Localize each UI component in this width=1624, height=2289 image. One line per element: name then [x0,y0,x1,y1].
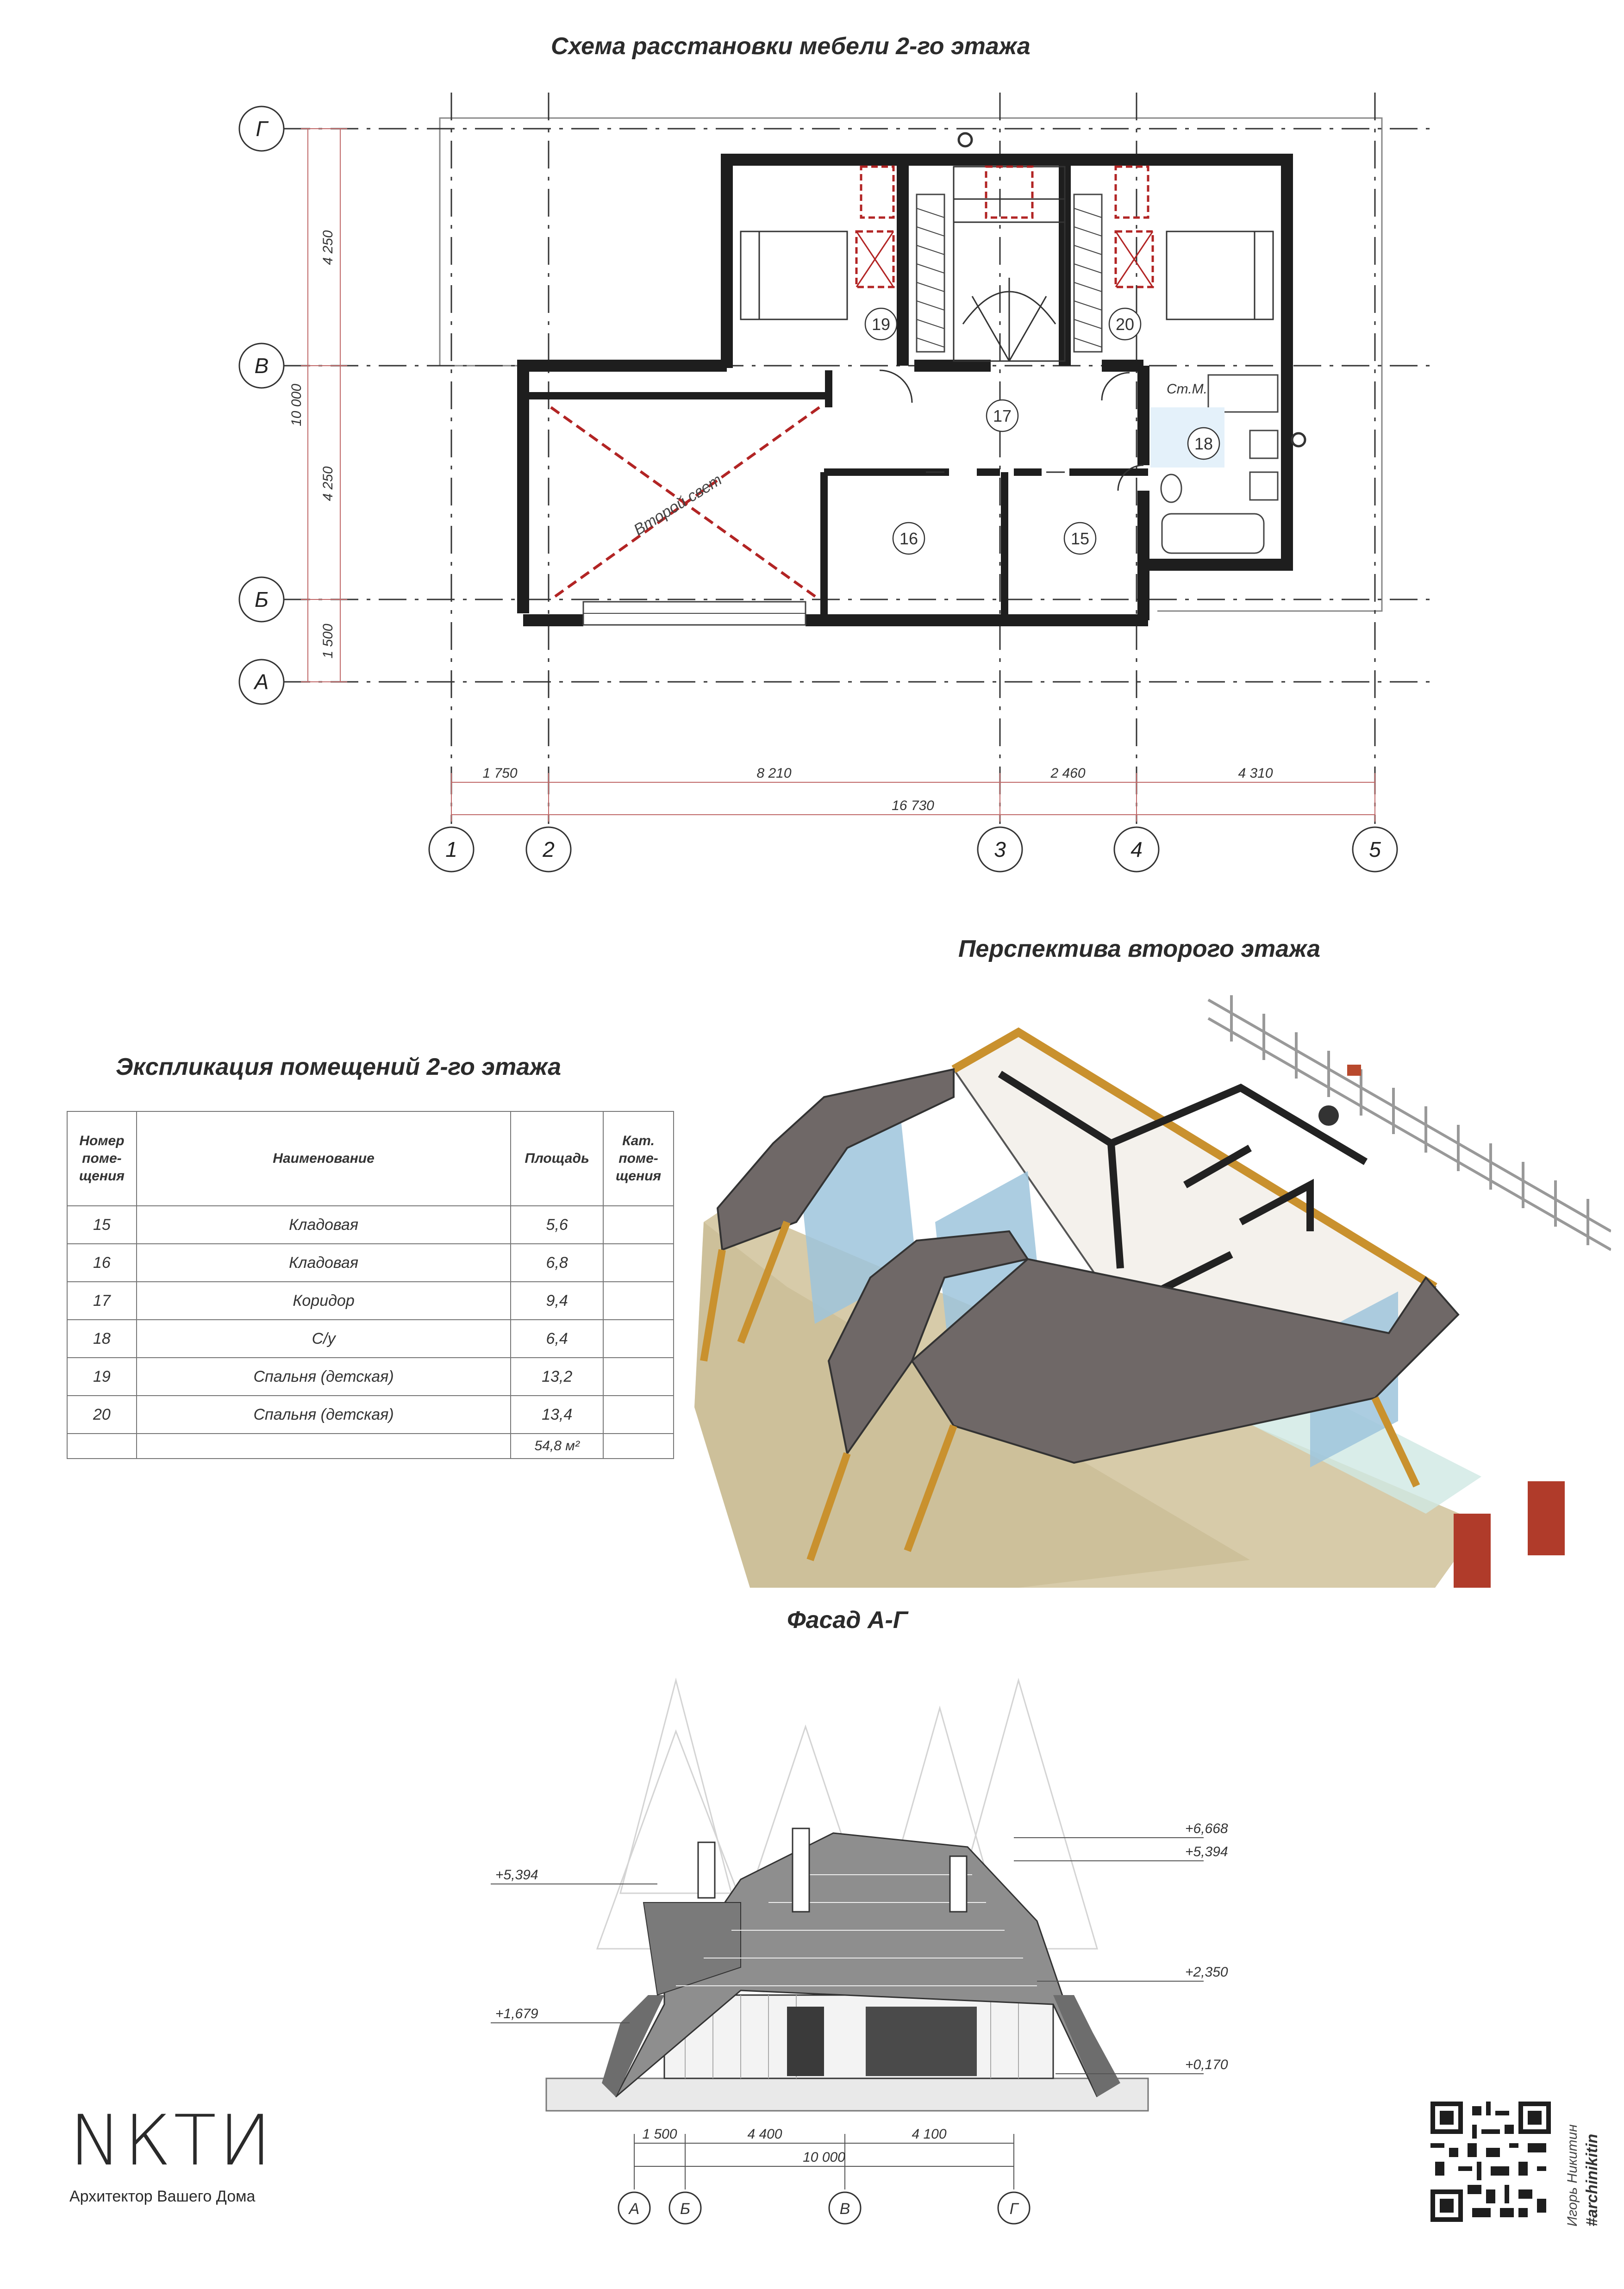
logo-mark: NКТИ [69,2101,275,2181]
cell-area: 6,8 [511,1244,603,1282]
facade-wall [664,1995,1053,2078]
axis-label: В [254,354,269,378]
table-row [67,1282,674,1320]
facade-dim: 4 100 [912,2127,947,2142]
cell-name: Коридор [137,1282,511,1320]
plan-title: Схема расстановки мебели 2-го этажа [551,33,1031,60]
axis-label: 5 [1369,837,1381,861]
void-label: Второй свет [631,471,725,539]
qr-code-icon[interactable] [1430,2102,1551,2222]
explication-table [67,1111,674,1459]
horizontal-dimensions [451,773,1375,822]
col-header-number: Номер поме-щения [67,1111,137,1206]
facade-window [866,2007,977,2076]
level-label: +2,350 [1185,1965,1228,1980]
table-row [67,1320,674,1358]
perspective-title: Перспектива второго этажа [958,936,1321,962]
author-name: Игорь Никитин [1565,2124,1580,2227]
facade-door [787,2007,824,2076]
col-header-category: Кат. поме-щения [603,1111,674,1206]
cell-number: 17 [67,1282,137,1320]
staircase [954,167,1065,361]
interior-walls [528,370,1148,620]
facade-title: Фасад А-Г [787,1607,908,1634]
brand-logo [69,2101,292,2206]
cell-number: 20 [67,1396,137,1434]
axis-label: Б [680,2200,691,2218]
cell-number: 18 [67,1320,137,1358]
cell-number: 19 [67,1358,137,1396]
perspective-view [694,991,1611,1588]
axis-label: А [254,670,269,694]
explication-title: Экспликация помещений 2-го этажа [116,1054,561,1080]
axis-label: Г [1009,2200,1018,2218]
cell-category [603,1396,674,1434]
dim-h2: 8 210 [756,766,792,781]
level-label: +0,170 [1185,2057,1228,2072]
axis-label: 2 [543,837,555,861]
facade-dim-total: 10 000 [803,2150,845,2165]
drain-icon [959,133,972,146]
dim-v-total: 10 000 [289,384,304,426]
logo-tagline: Архитектор Вашего Дома [69,2188,256,2205]
facade-dim: 4 400 [747,2127,782,2142]
cell-number: 16 [67,1244,137,1282]
cell-category [603,1206,674,1244]
table-header-row [67,1111,674,1206]
cell-area: 9,4 [511,1282,603,1320]
cell-name: С/у [137,1320,511,1358]
ground-line [546,2078,1148,2111]
row-axis-bubbles [239,106,284,704]
author-handle[interactable]: #archinikitin [1583,2133,1601,2227]
col-axis-bubbles [429,827,1397,872]
col-header-area: Площадь [511,1111,603,1206]
facade-elevation [481,1662,1268,2240]
cell-total-area: 54,8 м² [511,1434,603,1459]
axis-label: В [839,2200,850,2218]
level-label: +5,394 [1185,1844,1228,1859]
table-total-row [67,1434,674,1459]
dim-v2: 4 250 [320,466,336,501]
dim-h1: 1 750 [482,766,518,781]
brick-pillar [1528,1481,1565,1555]
room-number: 16 [899,529,918,548]
table-row [67,1206,674,1244]
axis-label: 1 [445,837,457,861]
room-number: 17 [993,406,1012,425]
dim-h-total: 16 730 [892,798,934,813]
vertical-dimensions [301,129,347,682]
cell-name: Кладовая [137,1206,511,1244]
cell-area: 13,2 [511,1358,603,1396]
room-number: 19 [871,315,891,334]
beds [741,231,1273,319]
cell-category [603,1282,674,1320]
brick-pillar [1454,1514,1491,1588]
facade-dim: 1 500 [642,2127,677,2142]
table-row [67,1396,674,1434]
cell-number: 15 [67,1206,137,1244]
room-number: 15 [1070,529,1090,548]
dim-v1: 4 250 [320,230,336,265]
room-number: 20 [1115,315,1135,334]
axis-label: 4 [1131,837,1143,861]
cell-name: Кладовая [137,1244,511,1282]
dim-h4: 4 310 [1238,766,1273,781]
dim-v3: 1 500 [320,624,336,659]
axis-label: 3 [994,837,1006,861]
axis-label: Г [256,117,268,141]
axis-label: А [629,2200,640,2218]
chimney-icon [1347,1065,1361,1076]
plant-icon [1318,1105,1339,1126]
cell-name: Спальня (детская) [137,1396,511,1434]
levels-left [491,1884,657,2023]
table-row [67,1358,674,1396]
room-number: 18 [1194,434,1213,453]
cell-category [603,1320,674,1358]
cell-area: 5,6 [511,1206,603,1244]
cell-area: 6,4 [511,1320,603,1358]
level-label: +1,679 [495,2006,538,2021]
axis-label: Б [255,587,269,611]
cell-name: Спальня (детская) [137,1358,511,1396]
wc-label: Ст.М. [1167,381,1207,397]
drain-icon [1292,433,1305,446]
level-label: +6,668 [1185,1821,1228,1836]
cell-area: 13,4 [511,1396,603,1434]
cell-category [603,1244,674,1282]
dim-h3: 2 460 [1050,766,1086,781]
col-header-name: Наименование [137,1111,511,1206]
cell-category [603,1358,674,1396]
level-label: +5,394 [495,1867,538,1883]
table-row [67,1244,674,1282]
floor-plan [0,0,1624,903]
